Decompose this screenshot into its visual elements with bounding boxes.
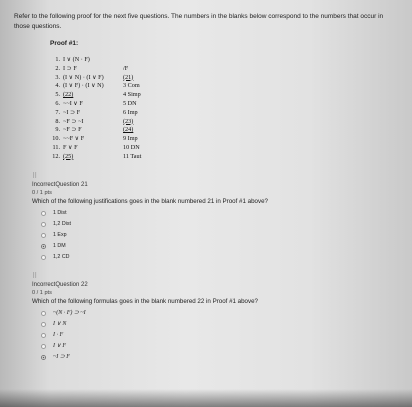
proof-line-number: 1. [55, 56, 60, 63]
radio-button[interactable] [41, 211, 46, 216]
answer-option[interactable] [41, 230, 268, 241]
question-21-points: 0 / 1 pts [32, 190, 52, 196]
radio-button[interactable] [41, 233, 46, 238]
proof-title: Proof #1: [50, 40, 79, 47]
answer-option-label: 1 Exp [53, 232, 67, 238]
answer-option[interactable] [41, 208, 268, 219]
answer-option-label: I ∨ F [53, 343, 67, 349]
proof-line-number: 10. [52, 135, 60, 143]
answer-option-label: 1,2 CD [53, 254, 70, 260]
proof-line-number: 7. [55, 108, 60, 116]
proof-line-number: 2. [55, 64, 60, 72]
radio-button[interactable] [41, 311, 46, 316]
proof-line-formula: ~I ⊃ F [63, 108, 81, 116]
proof-line-justification: 9 Imp [123, 135, 138, 143]
proof-line-number: 11. [52, 143, 60, 151]
answer-option[interactable] [41, 352, 258, 363]
answer-option-label: 1 DM [53, 243, 66, 249]
proof-line-formula: F ∨ F [63, 143, 78, 151]
answer-option-label: I · F [53, 332, 64, 338]
drag-handle-icon[interactable]: ⠿ [32, 273, 38, 280]
question-22-block [32, 272, 258, 363]
proof-line-justification: (21) [123, 73, 134, 81]
proof-line-number: 4. [55, 82, 60, 90]
answer-option-label: ~I ⊃ F [53, 354, 70, 360]
radio-button[interactable] [41, 244, 46, 249]
radio-button[interactable] [41, 322, 46, 327]
radio-button[interactable] [41, 255, 46, 260]
proof-line-formula: ~~F ∨ F [63, 135, 85, 143]
proof-line-justification: (23) [123, 117, 134, 125]
answer-option[interactable] [41, 219, 268, 230]
answer-option[interactable] [41, 308, 258, 319]
proof-line-justification: (24) [123, 126, 134, 134]
proof-line-justification: 3 Com [123, 82, 140, 90]
proof-line-justification: 4 Simp [123, 91, 141, 99]
intro-text: Refer to the following proof for the next five questions. The numbers in the blanks below correspond to the numbers that occur in those questions. [14, 13, 384, 30]
answer-option-label: 1 Dist [53, 210, 67, 216]
proof-line-formula: (25) [63, 152, 74, 160]
answer-option-label: 1,2 Dist [53, 221, 71, 227]
answer-option-label: I ∨ N [53, 321, 67, 327]
proof-line-formula: (I ∨ F) · (I ∨ N) [63, 82, 104, 90]
proof-line-formula: (I ∨ N) · (I ∨ F) [63, 73, 104, 81]
proof-line-justification: 6 Imp [123, 108, 138, 116]
proof-line-number: 12. [52, 152, 60, 160]
answer-option[interactable] [41, 319, 258, 330]
proof-line-formula: I ∨ (N · F) [63, 56, 90, 63]
proof-line-number: 5. [55, 91, 60, 99]
proof-line-number: 3. [55, 73, 60, 81]
radio-button[interactable] [41, 355, 46, 360]
answer-option[interactable] [41, 330, 258, 341]
question-22-points: 0 / 1 pts [32, 290, 52, 296]
question-21-options [41, 208, 268, 263]
answer-option-label: ~(N · F) ⊃ ~I [53, 310, 86, 316]
bottom-shadow [0, 389, 412, 407]
radio-button[interactable] [41, 222, 46, 227]
question-22-options [41, 308, 258, 363]
question-22-text: Which of the following formulas goes in the blank numbered 22 in Proof #1 above? [32, 298, 258, 305]
question-21-text: Which of the following justifications goes in the blank numbered 21 in Proof #1 above? [32, 198, 268, 205]
proof-line-justification: 11 Taut [123, 152, 142, 160]
proof-line-justification: 10 DN [123, 143, 140, 151]
drag-handle-icon[interactable]: ⠿ [32, 173, 38, 180]
proof-line-justification: 5 DN [123, 99, 137, 107]
question-21-status: IncorrectQuestion 21 [32, 182, 88, 188]
proof-line-number: 6. [55, 99, 60, 107]
radio-button[interactable] [41, 344, 46, 349]
proof-line-number: 8. [55, 117, 60, 125]
question-22-status: IncorrectQuestion 22 [32, 282, 88, 288]
proof-line-number: 9. [55, 126, 60, 134]
proof-line-formula: I ⊃ F [63, 64, 77, 72]
answer-option[interactable] [41, 252, 268, 263]
radio-button[interactable] [41, 333, 46, 338]
question-21-block [32, 172, 268, 263]
answer-option[interactable] [41, 341, 258, 352]
proof-line-formula: ~F ⊃ F [63, 126, 82, 134]
proof-line-justification: /F [123, 64, 129, 72]
proof-line-formula: ~~I ∨ F [63, 99, 83, 107]
answer-option[interactable] [41, 241, 268, 252]
proof-line-formula: ~F ⊃ ~I [63, 117, 84, 125]
proof-line-formula: (22) [63, 91, 74, 99]
